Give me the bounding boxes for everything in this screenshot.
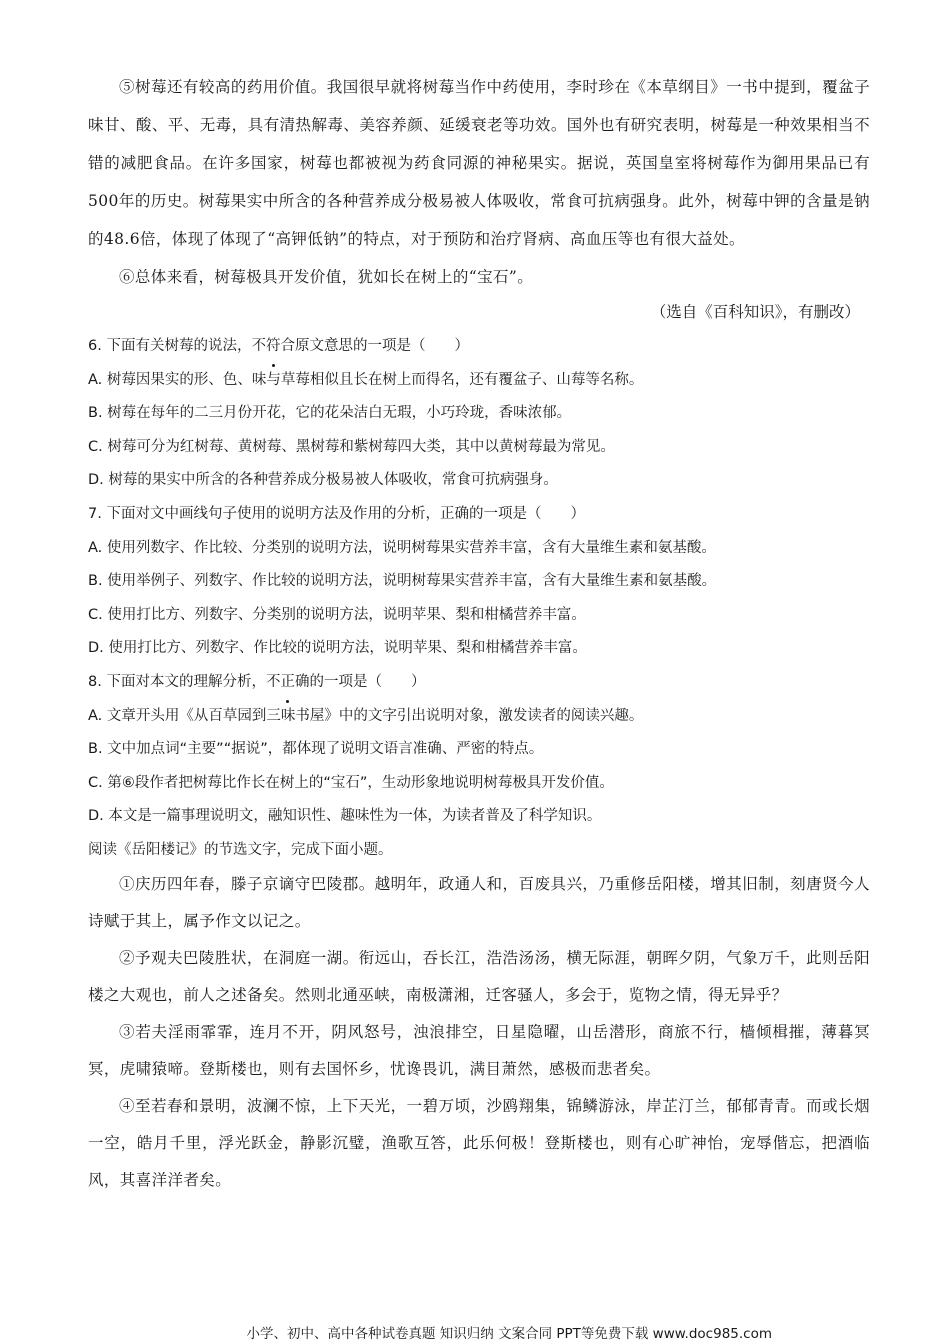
question-option[interactable]: B. 使用举例子、列数字、作比较的说明方法，说明树莓果实营养丰富，含有大量维生素和氨基酸。 <box>88 573 717 590</box>
question-stem-emphasis: 不符合 <box>251 330 295 364</box>
question-stem-post: 的一项是（ ） <box>309 673 426 690</box>
question-stem-pre: 6. 下面有关树莓的说法， <box>88 338 252 354</box>
classical-paragraph-3: ③若夫淫雨霏霏，连月不开，阴风怒号，浊浪排空，日星隐曜，山岳潜形，商旅不行，樯倾楫摧，薄暮冥冥，虎啸猿啼。登斯楼也，则有去国怀乡，忧谗畏讥，满目萧然，感极而悲者矣。 <box>88 1022 870 1078</box>
classical-text <box>88 866 870 1199</box>
article-paragraph-6: ⑥总体来看，树莓极具开发价值，犹如长在树上的“宝石”。 <box>119 268 534 286</box>
classical-paragraph-4: ④至若春和景明，波澜不惊，上下天光，一碧万顷，沙鸥翔集，锦鳞游泳，岸芷汀兰，郁郁青青。而或长烟一空，皓月千里，浮光跃金，静影沉璧，渔歌互答，此乐何极！登斯楼也，则有心旷神怡，宠辱偕忘，把酒临风，其喜洋洋者矣。 <box>88 1096 870 1189</box>
question-option[interactable]: A. 文章开头用《从百草园到三味书屋》中的文字引出说明对象，激发读者的阅读兴趣。 <box>88 707 644 724</box>
question-option[interactable]: A. 使用列数字、作比较、分类别的说明方法，说明树莓果实营养丰富，含有大量维生素和氨基酸。 <box>88 539 716 556</box>
document-page <box>88 68 870 1199</box>
question-option[interactable]: C. 使用打比方、列数字、分类别的说明方法，说明苹果、梨和柑橘营养丰富。 <box>88 606 586 623</box>
footer-watermark: 小学、初中、高中各种试卷真题 知识归纳 文案合同 PPT等免费下载 www.doc985.com <box>246 1326 772 1342</box>
question-option[interactable]: D. 本文是一篇事理说明文，融知识性、趣味性为一体，为读者普及了科学知识。 <box>88 808 602 825</box>
question-option[interactable]: A. 树莓因果实的形、色、味与草莓相似且长在树上而得名，还有覆盆子、山莓等名称。 <box>88 371 644 388</box>
question-stem-emphasis: 不正确 <box>266 666 310 700</box>
question-8 <box>88 666 870 834</box>
question-6 <box>88 330 870 498</box>
question-option[interactable]: C. 树莓可分为红树莓、黄树莓、黑树莓和紫树莓四大类，其中以黄树莓最为常见。 <box>88 438 615 455</box>
reading-intro: 阅读《岳阳楼记》的节选文字，完成下面小题。 <box>88 841 393 858</box>
question-stem-post: 原文意思的一项是（ ） <box>294 338 469 354</box>
question-option[interactable]: B. 文中加点词“主要”“据说”，都体现了说明文语言准确、严密的特点。 <box>88 741 544 758</box>
question-option[interactable]: B. 树莓在每年的二三月份开花，它的花朵洁白无瑕，小巧玲珑，香味浓郁。 <box>88 405 572 422</box>
question-7 <box>88 498 870 666</box>
article-source: （选自《百科知识》，有删改） <box>650 303 860 321</box>
question-stem <box>88 666 870 700</box>
question-stem <box>88 330 870 364</box>
question-stem-pre: 8. 下面对本文的理解分析， <box>88 673 266 690</box>
question-stem: 7. 下面对文中画线句子使用的说明方法及作用的分析，正确的一项是（ ） <box>88 505 585 522</box>
question-option[interactable]: D. 使用打比方、列数字、作比较的说明方法，说明苹果、梨和柑橘营养丰富。 <box>88 640 587 657</box>
question-option[interactable]: C. 第⑥段作者把树莓比作长在树上的“宝石”，生动形象地说明树莓极具开发价值。 <box>88 774 614 791</box>
classical-paragraph-1: ①庆历四年春，滕子京谪守巴陵郡。越明年，政通人和，百废具兴，乃重修岳阳楼，增其旧制，刻唐贤今人诗赋于其上，属予作文以记之。 <box>88 874 870 930</box>
classical-paragraph-2: ②予观夫巴陵胜状，在洞庭一湖。衔远山，吞长江，浩浩汤汤，横无际涯，朝晖夕阴，气象万千，此则岳阳楼之大观也，前人之述备矣。然则北通巫峡，南极潇湘，迁客骚人，多会于，览物之情，得无异乎？ <box>88 948 870 1004</box>
article-paragraph-5: ⑤树莓还有较高的药用价值。我国很早就将树莓当作中药使用，李时珍在《本草纲目》一书中提到，覆盆子味甘、酸、平、无毒，具有清热解毒、美容养颜、延缓衰老等功效。国外也有研究表明，树莓是一种效果相当不错的减肥食品。在许多国家，树莓也都被视为药食同源的神秘果实。据说，英国皇室将树莓作为御用果品已有500年的历史。树莓果实中所含的各种营养成分极易被人体吸收，常食可抗病强身。此外，树莓中钾的含量是钠的48.6倍，体现了体现了“高钾低钠”的特点，对于预防和治疗肾病、高血压等也有很大益处。 <box>88 78 870 248</box>
question-option[interactable]: D. 树莓的果实中所含的各种营养成分极易被人体吸收，常食可抗病强身。 <box>88 472 558 489</box>
